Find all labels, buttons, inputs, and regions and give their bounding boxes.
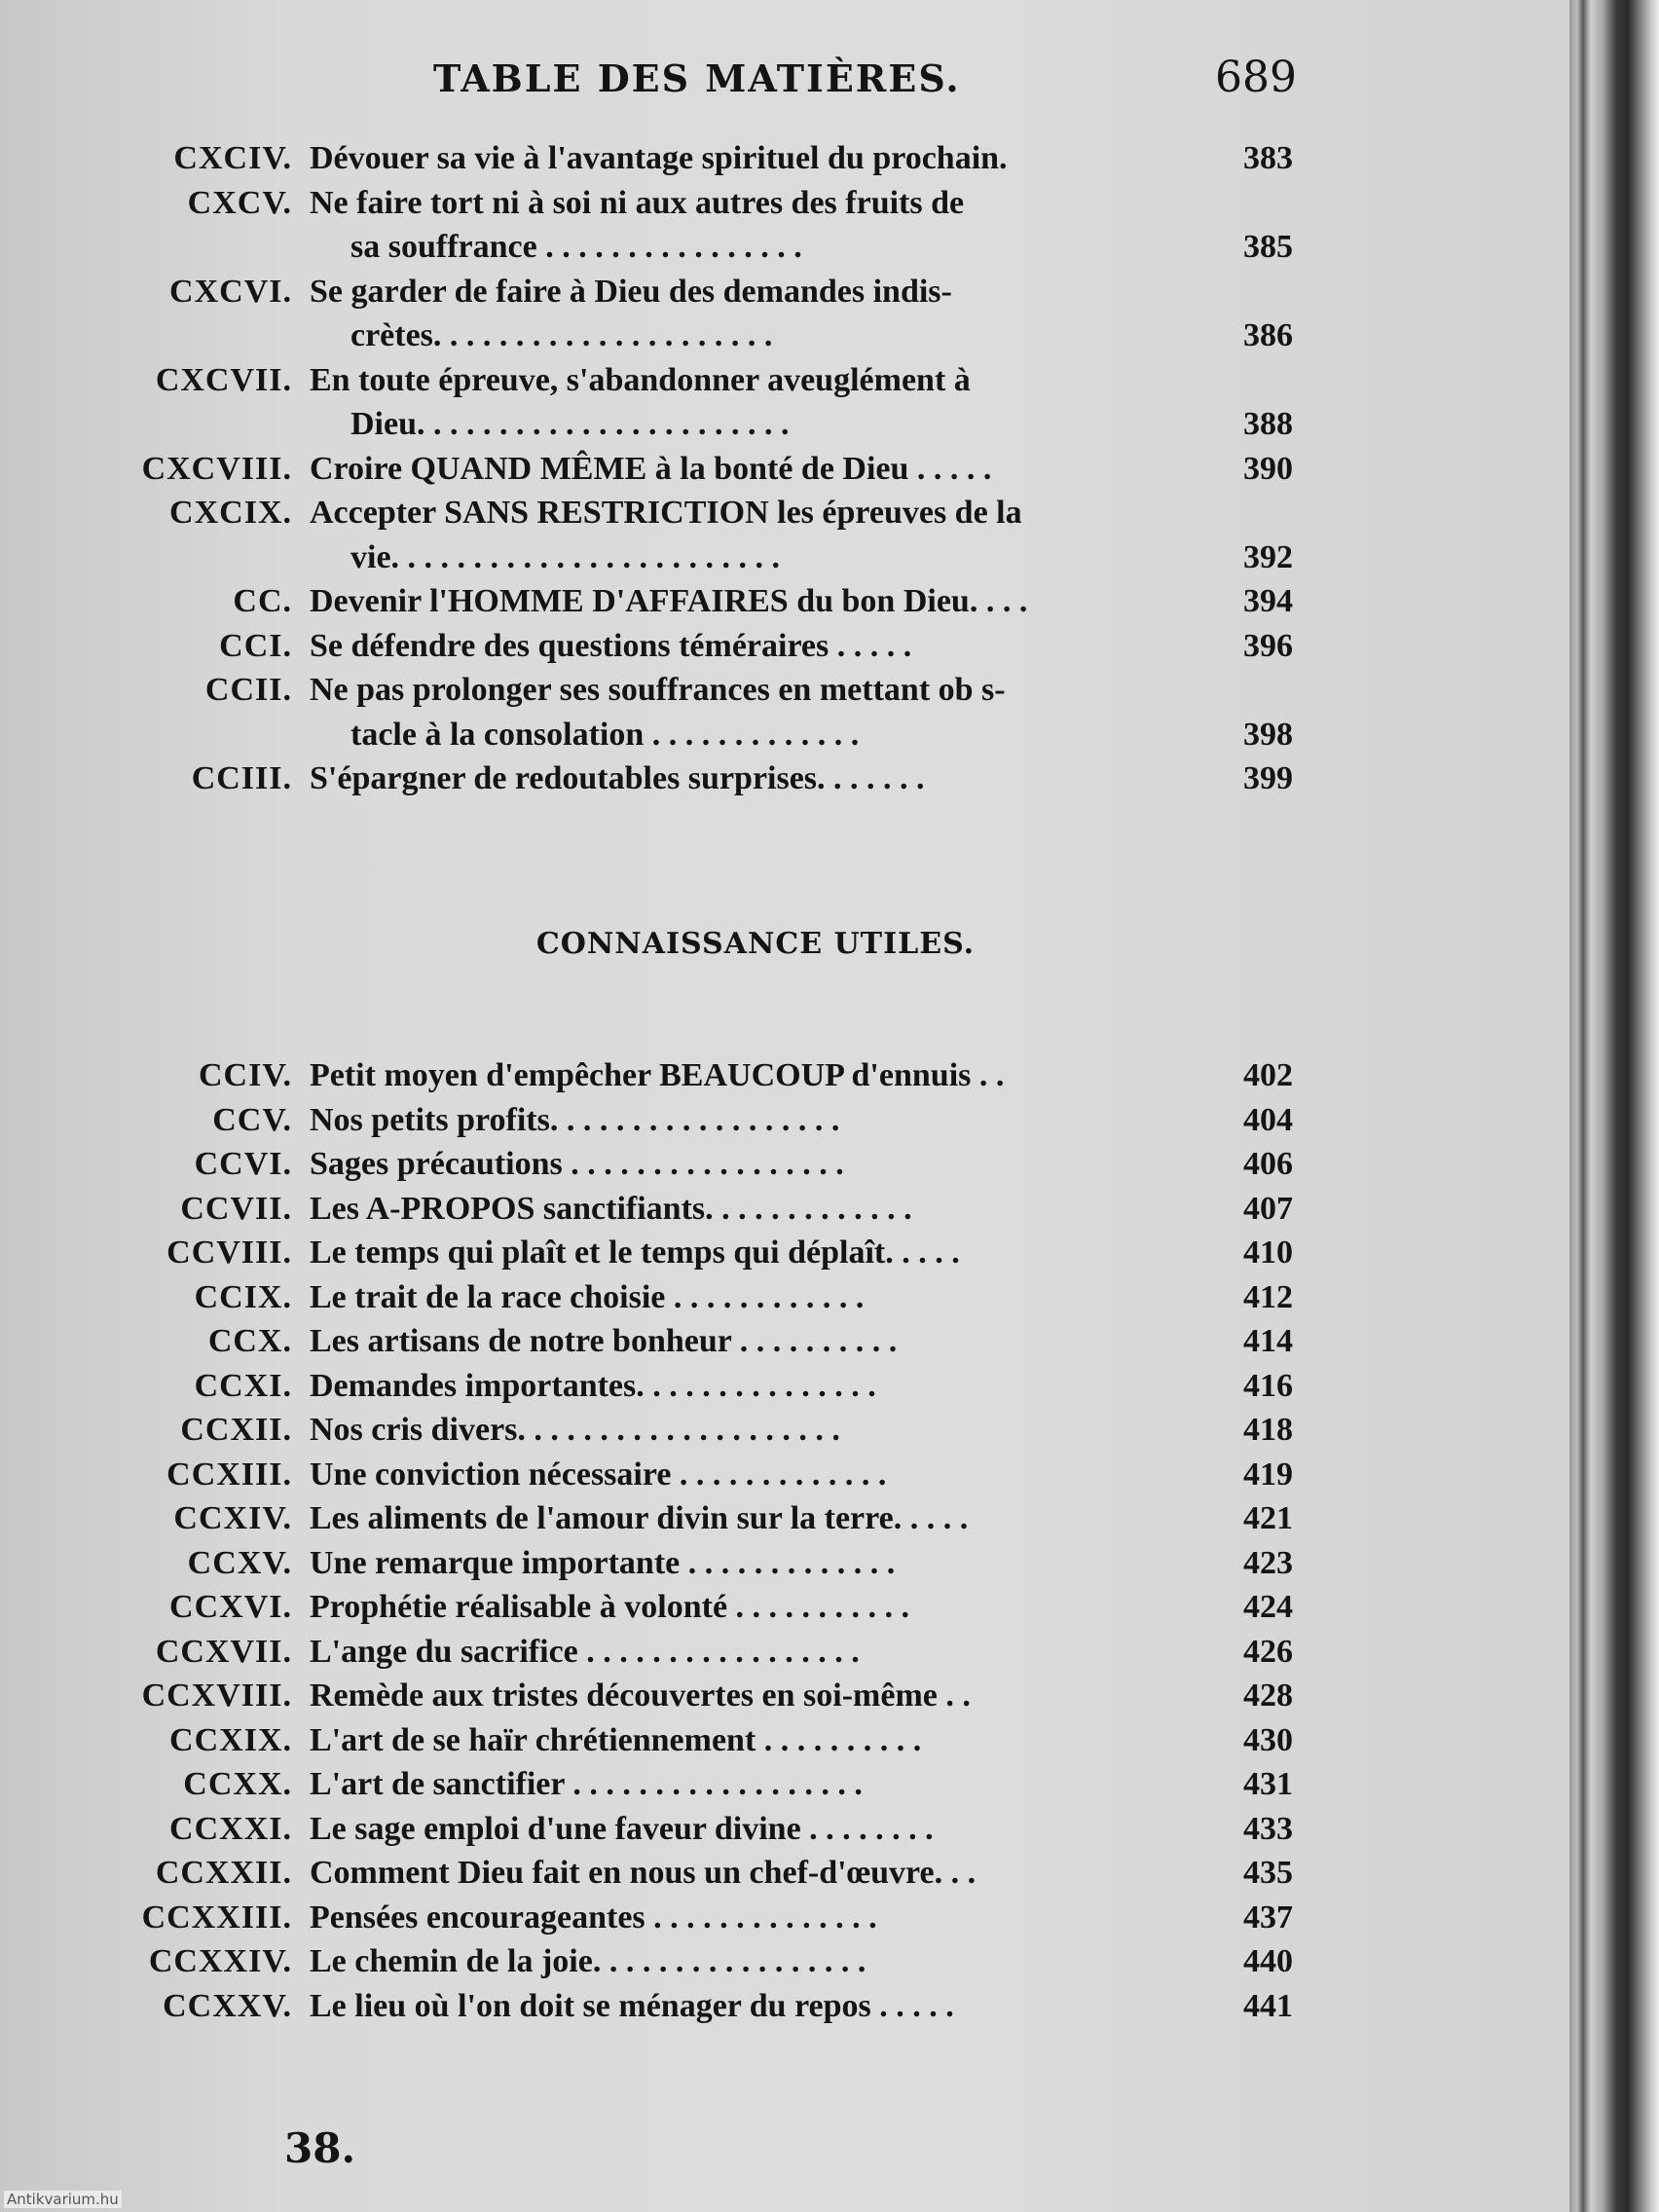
chapter-title: Ne faire tort ni à soi ni aux autres des fruits de [310, 184, 965, 221]
chapter-numeral: CCXIV. [173, 1500, 292, 1536]
page-reference: 383 [1243, 140, 1293, 176]
toc-line [0, 1187, 1569, 1232]
toc-entry [0, 491, 1569, 579]
toc-entry [0, 136, 1569, 181]
chapter-title: Le sage emploi d'une faveur divine . . . . . . . . [310, 1810, 934, 1847]
chapter-numeral: CCXV. [187, 1544, 292, 1581]
chapter-numeral: CCXI. [194, 1367, 292, 1404]
toc-line [0, 1496, 1569, 1541]
chapter-numeral: CC. [233, 583, 292, 619]
toc-line [0, 1275, 1569, 1320]
toc-line [0, 1630, 1569, 1675]
chapter-numeral: CCX. [207, 1323, 292, 1359]
chapter-numeral: CCVII. [180, 1190, 292, 1227]
chapter-numeral: CCV. [212, 1101, 292, 1138]
chapter-title: Les A-PROPOS sanctifiants. . . . . . . . . . . . . [310, 1190, 912, 1227]
page-reference: 421 [1243, 1500, 1293, 1536]
toc-entry [0, 1408, 1569, 1453]
toc-line [0, 313, 1569, 358]
chapter-title: Nos petits profits. . . . . . . . . . . . . . . . . . [310, 1101, 840, 1138]
chapter-title: Croire QUAND MÊME à la bonté de Dieu . . . . . [310, 450, 992, 487]
toc-line [0, 402, 1569, 447]
chapter-title: L'art de sanctifier . . . . . . . . . . . . . . . . . . [310, 1766, 863, 1802]
toc-entry [0, 1939, 1569, 1984]
chapter-numeral: CCXIX. [169, 1721, 292, 1758]
chapter-numeral: CCXVIII. [141, 1677, 292, 1714]
page-reference: 390 [1243, 450, 1293, 487]
page-reference: 428 [1243, 1677, 1293, 1714]
chapter-title: Demandes importantes. . . . . . . . . . . . . . . [310, 1367, 876, 1404]
chapter-title: Les aliments de l'amour divin sur la terre. . . . . [310, 1500, 969, 1536]
toc-line [0, 1851, 1569, 1896]
chapter-title: Dévouer sa vie à l'avantage spirituel du prochain. [310, 140, 1008, 176]
toc-entry [0, 447, 1569, 492]
toc-line [0, 1364, 1569, 1409]
toc-line [0, 447, 1569, 492]
page-reference: 440 [1243, 1943, 1293, 1979]
page-reference: 399 [1243, 760, 1293, 796]
toc-section-1 [0, 136, 1569, 801]
chapter-title: Sages précautions . . . . . . . . . . . . . . . . . [310, 1146, 844, 1182]
page-reference: 431 [1243, 1766, 1293, 1802]
page-reference: 404 [1243, 1101, 1293, 1138]
toc-entry [0, 358, 1569, 447]
chapter-title: sa souffrance . . . . . . . . . . . . . . . . [350, 229, 802, 265]
book-edge [1569, 0, 1659, 2212]
chapter-numeral: CXCIV. [173, 140, 292, 176]
page-reference: 385 [1243, 229, 1293, 265]
chapter-numeral: CXCIX. [169, 495, 292, 531]
chapter-title: Dieu. . . . . . . . . . . . . . . . . . . . . . . [350, 406, 790, 442]
toc-line [0, 1984, 1569, 2029]
running-head-title: TABLE DES MATIÈRES. [433, 56, 961, 100]
toc-entry [0, 1053, 1569, 1098]
toc-section-2 [0, 1053, 1569, 2028]
page-reference: 398 [1243, 716, 1293, 753]
toc-line [0, 270, 1569, 314]
chapter-numeral: CCII. [204, 672, 292, 708]
toc-entry [0, 1984, 1569, 2029]
toc-entry [0, 1275, 1569, 1320]
toc-line [0, 713, 1569, 757]
toc-entry [0, 1718, 1569, 1763]
toc-line [0, 1053, 1569, 1098]
chapter-numeral: CCXXIII. [141, 1899, 292, 1936]
page-reference: 392 [1243, 538, 1293, 575]
page-reference: 402 [1243, 1057, 1293, 1093]
toc-entry [0, 1541, 1569, 1586]
toc-line [0, 1939, 1569, 1984]
page-reference: 418 [1243, 1412, 1293, 1448]
page-reference: 426 [1243, 1633, 1293, 1670]
chapter-title: Une conviction nécessaire . . . . . . . . . . . . . [310, 1456, 887, 1493]
toc-entry [0, 1496, 1569, 1541]
page-reference: 419 [1243, 1456, 1293, 1493]
toc-entry [0, 1585, 1569, 1630]
chapter-title: Les artisans de notre bonheur . . . . . . . . . . [310, 1323, 898, 1359]
chapter-title: crètes. . . . . . . . . . . . . . . . . . . . . [350, 317, 773, 353]
page-number: 689 [1215, 53, 1297, 102]
chapter-title: Le chemin de la joie. . . . . . . . . . . . . . . . . [310, 1943, 866, 1979]
toc-line [0, 1319, 1569, 1364]
chapter-title: Une remarque importante . . . . . . . . . . . . . [310, 1544, 896, 1581]
chapter-numeral: CXCVIII. [141, 450, 292, 487]
page-reference: 410 [1243, 1235, 1293, 1271]
toc-line [0, 136, 1569, 181]
chapter-title: tacle à la consolation . . . . . . . . . . . . . [350, 716, 860, 753]
toc-entry [0, 181, 1569, 270]
watermark: Antikvarium.hu [4, 2191, 122, 2208]
chapter-title: Ne pas prolonger ses souffrances en mettant ob s- [310, 672, 1006, 708]
chapter-title: Pensées encourageantes . . . . . . . . . . . . . . [310, 1899, 877, 1936]
toc-line [0, 491, 1569, 535]
chapter-title: Prophétie réalisable à volonté . . . . . . . . . . . [310, 1589, 910, 1625]
toc-line [0, 1408, 1569, 1453]
chapter-title: L'art de se haïr chrétiennement . . . . . . . . . . [310, 1721, 922, 1758]
chapter-numeral: CCXIII. [166, 1456, 292, 1493]
toc-line [0, 668, 1569, 713]
chapter-title: vie. . . . . . . . . . . . . . . . . . . . . . . . [350, 538, 781, 575]
page-reference: 394 [1243, 583, 1293, 619]
chapter-numeral: CCVI. [194, 1146, 292, 1182]
toc-entry [0, 579, 1569, 624]
toc-line [0, 624, 1569, 669]
chapter-numeral: CCXXI. [169, 1810, 292, 1847]
toc-line [0, 1807, 1569, 1852]
chapter-title: En toute épreuve, s'abandonner aveuglément à [310, 361, 971, 398]
chapter-title: Comment Dieu fait en nous un chef-d'œuvre. . . [310, 1855, 977, 1891]
toc-entry [0, 1851, 1569, 1896]
page-reference: 441 [1243, 1987, 1293, 2024]
signature-mark: 38. [284, 2124, 356, 2172]
toc-line [0, 1142, 1569, 1187]
page-reference: 406 [1243, 1146, 1293, 1182]
toc-entry [0, 1630, 1569, 1675]
toc-entry [0, 756, 1569, 801]
page-reference: 412 [1243, 1278, 1293, 1315]
toc-line [0, 1896, 1569, 1940]
toc-entry [0, 1098, 1569, 1143]
toc-entry [0, 668, 1569, 756]
toc-line [0, 535, 1569, 580]
page-reference: 433 [1243, 1810, 1293, 1847]
page-reference: 435 [1243, 1855, 1293, 1891]
chapter-numeral: CCI. [219, 627, 292, 664]
page-reference: 396 [1243, 627, 1293, 664]
page-reference: 414 [1243, 1323, 1293, 1359]
toc-entry [0, 1364, 1569, 1409]
page-reference: 423 [1243, 1544, 1293, 1581]
toc-line [0, 756, 1569, 801]
toc-entry [0, 1807, 1569, 1852]
toc-line [0, 1453, 1569, 1497]
toc-entry [0, 1896, 1569, 1940]
toc-line [0, 1674, 1569, 1718]
page-reference: 388 [1243, 406, 1293, 442]
chapter-title: L'ange du sacrifice . . . . . . . . . . . . . . . . . [310, 1633, 860, 1670]
chapter-title: Se garder de faire à Dieu des demandes indis- [310, 273, 952, 310]
chapter-title: Se défendre des questions téméraires . . . . . [310, 627, 912, 664]
toc-entry [0, 1319, 1569, 1364]
toc-entry [0, 270, 1569, 358]
chapter-title: S'épargner de redoutables surprises. . . . . . . [310, 760, 925, 796]
running-head [0, 53, 1569, 115]
chapter-title: Le temps qui plaît et le temps qui déplaît. . . . . [310, 1235, 960, 1271]
toc-entry [0, 1762, 1569, 1807]
chapter-numeral: CCIV. [198, 1057, 292, 1093]
section-heading: CONNAISSANCE UTILES. [535, 927, 976, 961]
toc-entry [0, 1453, 1569, 1497]
toc-line [0, 1718, 1569, 1763]
chapter-title: Accepter SANS RESTRICTION les épreuves de la [310, 495, 1022, 531]
chapter-numeral: CCIX. [194, 1278, 292, 1315]
toc-line [0, 358, 1569, 403]
toc-entry [0, 1142, 1569, 1187]
toc-line [0, 1098, 1569, 1143]
chapter-numeral: CCXX. [183, 1766, 292, 1802]
toc-line [0, 1762, 1569, 1807]
chapter-numeral: CCXVII. [155, 1633, 292, 1670]
chapter-numeral: CCXXV. [163, 1987, 292, 2024]
chapter-title: Le trait de la race choisie . . . . . . . . . . . . [310, 1278, 865, 1315]
chapter-title: Le lieu où l'on doit se ménager du repos . . . . . [310, 1987, 954, 2024]
toc-line [0, 1585, 1569, 1630]
chapter-title: Remède aux tristes découvertes en soi-même . . [310, 1677, 971, 1714]
toc-line [0, 181, 1569, 226]
page-reference: 386 [1243, 317, 1293, 353]
toc-entry [0, 1187, 1569, 1232]
chapter-numeral: CCXXIV. [148, 1943, 292, 1979]
chapter-title: Devenir l'HOMME D'AFFAIRES du bon Dieu. . . . [310, 583, 1028, 619]
toc-entry [0, 1674, 1569, 1718]
chapter-numeral: CXCVI. [169, 273, 292, 310]
toc-line [0, 1231, 1569, 1275]
page-reference: 416 [1243, 1367, 1293, 1404]
toc-line [0, 225, 1569, 270]
page-reference: 437 [1243, 1899, 1293, 1936]
page-reference: 407 [1243, 1190, 1293, 1227]
chapter-title: Nos cris divers. . . . . . . . . . . . . . . . . . . . [310, 1412, 840, 1448]
toc-line [0, 579, 1569, 624]
chapter-numeral: CCXVI. [169, 1589, 292, 1625]
chapter-title: Petit moyen d'empêcher BEAUCOUP d'ennuis . . [310, 1057, 1005, 1093]
toc-entry [0, 624, 1569, 669]
chapter-numeral: CCXII. [180, 1412, 292, 1448]
chapter-numeral: CCIII. [191, 760, 292, 796]
chapter-numeral: CCXXII. [155, 1855, 292, 1891]
toc-line [0, 1541, 1569, 1586]
chapter-numeral: CXCV. [187, 184, 292, 221]
page-reference: 424 [1243, 1589, 1293, 1625]
page-reference: 430 [1243, 1721, 1293, 1758]
toc-entry [0, 1231, 1569, 1275]
chapter-numeral: CXCVII. [155, 361, 292, 398]
chapter-numeral: CCVIII. [166, 1235, 292, 1271]
